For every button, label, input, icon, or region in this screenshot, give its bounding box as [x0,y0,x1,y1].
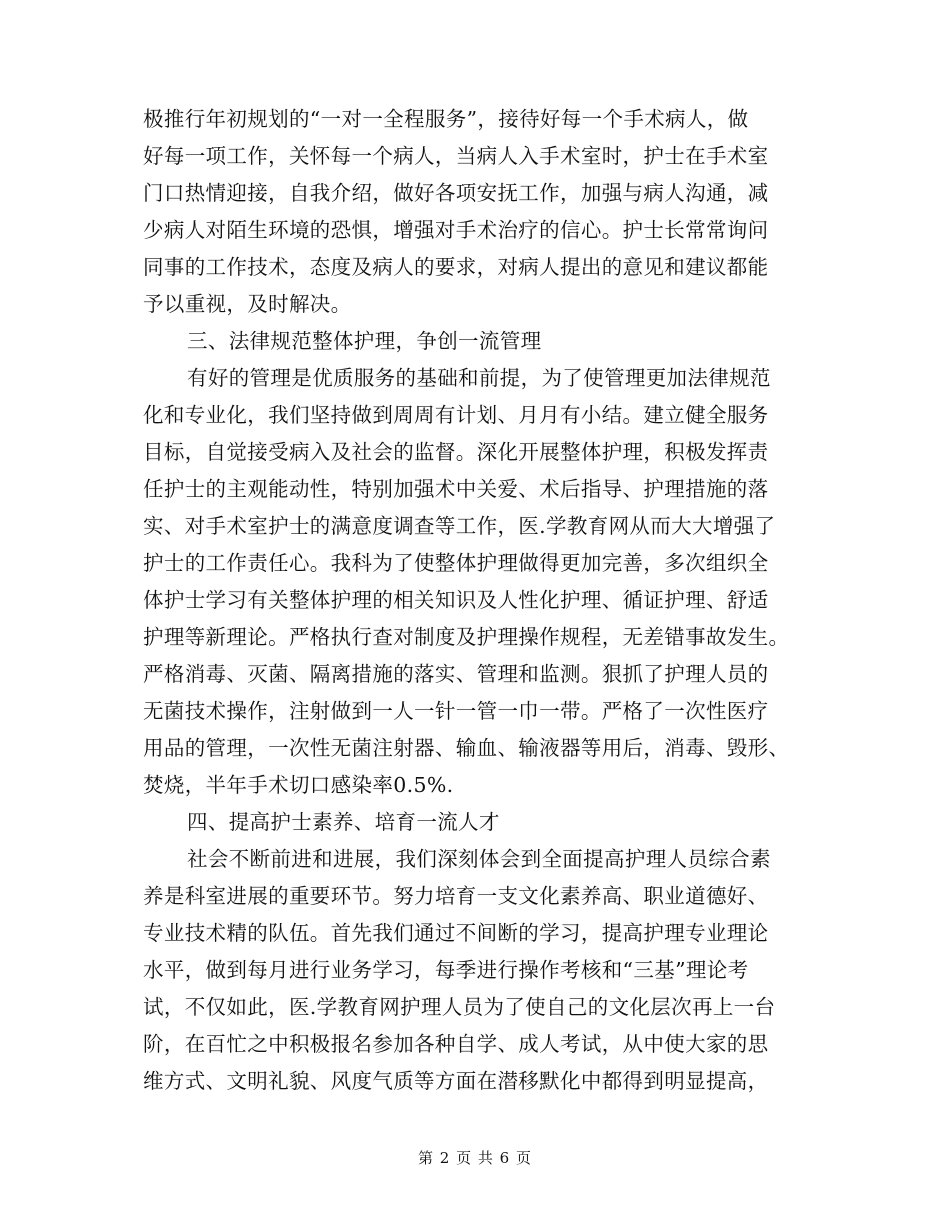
paragraph-line-indented: 有好的管理是优质服务的基础和前提，为了使管理更加法律规范 [187,366,771,390]
page-footer: 第 2 页 共 6 页 [418,1149,532,1167]
paragraph-line: 体护士学习有关整体护理的相关知识及人性化护理、循证护理、舒适 [143,588,769,612]
paragraph-line: 水平，做到每月进行业务学习，每季进行操作考核和“三基”理论考 [143,958,749,982]
paragraph-line: 化和专业化，我们坚持做到周周有计划、月月有小结。建立健全服务 [143,403,769,427]
paragraph-line: 任护士的主观能动性，特别加强术中关爱、术后指导、护理措施的落 [143,477,769,501]
paragraph-line: 同事的工作技术，态度及病人的要求，对病人提出的意见和建议都能 [143,255,769,279]
paragraph-line: 予以重视，及时解决。 [143,292,352,316]
paragraph-line-indented: 社会不断前进和进展，我们深刻体会到全面提高护理人员综合素 [187,847,771,871]
paragraph-line: 极推行年初规划的“一对一全程服务”，接待好每一个手术病人，做 [143,107,749,131]
paragraph-line: 目标，自觉接受病入及社会的监督。深化开展整体护理，积极发挥责 [143,440,769,464]
paragraph-line: 少病人对陌生环境的恐惧，增强对手术治疗的信心。护士长常常询问 [143,218,769,242]
body-text [143,101,823,1100]
paragraph-line: 严格消毒、灭菌、隔离措施的落实、管理和监测。狠抓了护理人员的 [143,662,769,686]
paragraph-line: 用品的管理，一次性无菌注射器、输血、输液器等用后，消毒、毁形、 [143,736,790,760]
paragraph-line: 护理等新理论。严格执行查对制度及护理操作规程，无差错事故发生。 [143,625,790,649]
paragraph-line: 好每一项工作，关怀每一个病人，当病人入手术室时，护士在手术室 [143,144,769,168]
paragraph-line-indented: 三、法律规范整体护理，争创一流管理 [187,329,542,353]
paragraph-line: 实、对手术室护士的满意度调查等工作，医.学教育网从而大大增强了 [143,514,776,538]
paragraph-line: 焚烧，半年手术切口感染率0.5%. [143,773,454,797]
paragraph-line: 试，不仅如此，医.学教育网护理人员为了使自己的文化层次再上一台 [143,995,776,1019]
paragraph-line-indented: 四、提高护士素养、培育一流人才 [187,810,500,834]
paragraph-line: 无菌技术操作，注射做到一人一针一管一巾一带。严格了一次性医疗 [143,699,769,723]
paragraph-line: 门口热情迎接，自我介绍，做好各项安抚工作，加强与病人沟通，减 [143,181,769,205]
paragraph-line: 专业技术精的队伍。首先我们通过不间断的学习，提高护理专业理论 [143,921,769,945]
paragraph-line: 护士的工作责任心。我科为了使整体护理做得更加完善，多次组织全 [143,551,769,575]
paragraph-line: 阶，在百忙之中积极报名参加各种自学、成人考试，从中使大家的思 [143,1032,769,1056]
paragraph-line: 维方式、文明礼貌、风度气质等方面在潜移默化中都得到明显提高， [143,1069,769,1093]
paragraph-line: 养是科室进展的重要环节。努力培育一支文化素养高、职业道德好、 [143,884,769,908]
